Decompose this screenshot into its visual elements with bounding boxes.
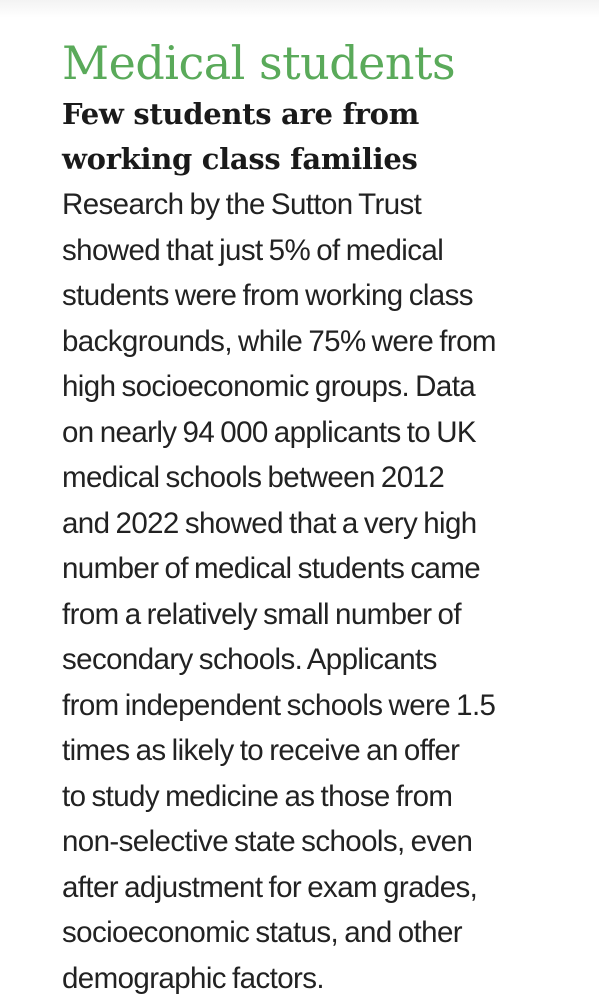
body-line: after adjustment for exam grades, xyxy=(62,865,582,911)
body-line: number of medical students came xyxy=(62,546,582,592)
body-line: students were from working class xyxy=(62,273,582,319)
body-line: to study medicine as those from xyxy=(62,774,582,820)
body-line: high socioeconomic groups. Data xyxy=(62,364,582,410)
body-line: times as likely to receive an offer xyxy=(62,728,582,774)
body-line: from independent schools were 1.5 xyxy=(62,683,582,729)
section-title: Medical students xyxy=(62,36,582,90)
article-body xyxy=(62,182,582,1001)
body-line: demographic factors. xyxy=(62,956,582,1001)
body-line: from a relatively small number of xyxy=(62,592,582,638)
body-line: backgrounds, while 75% were from xyxy=(62,319,582,365)
body-line: showed that just 5% of medical xyxy=(62,228,582,274)
article-box xyxy=(62,36,582,1001)
top-edge-shading xyxy=(0,0,599,18)
body-line: secondary schools. Applicants xyxy=(62,637,582,683)
body-line: on nearly 94 000 applicants to UK xyxy=(62,410,582,456)
article-headline: Few students are from working class families xyxy=(62,92,502,182)
body-line: non-selective state schools, even xyxy=(62,819,582,865)
body-line: medical schools between 2012 xyxy=(62,455,582,501)
body-line: and 2022 showed that a very high xyxy=(62,501,582,547)
body-line: Research by the Sutton Trust xyxy=(62,182,582,228)
body-line: socioeconomic status, and other xyxy=(62,910,582,956)
